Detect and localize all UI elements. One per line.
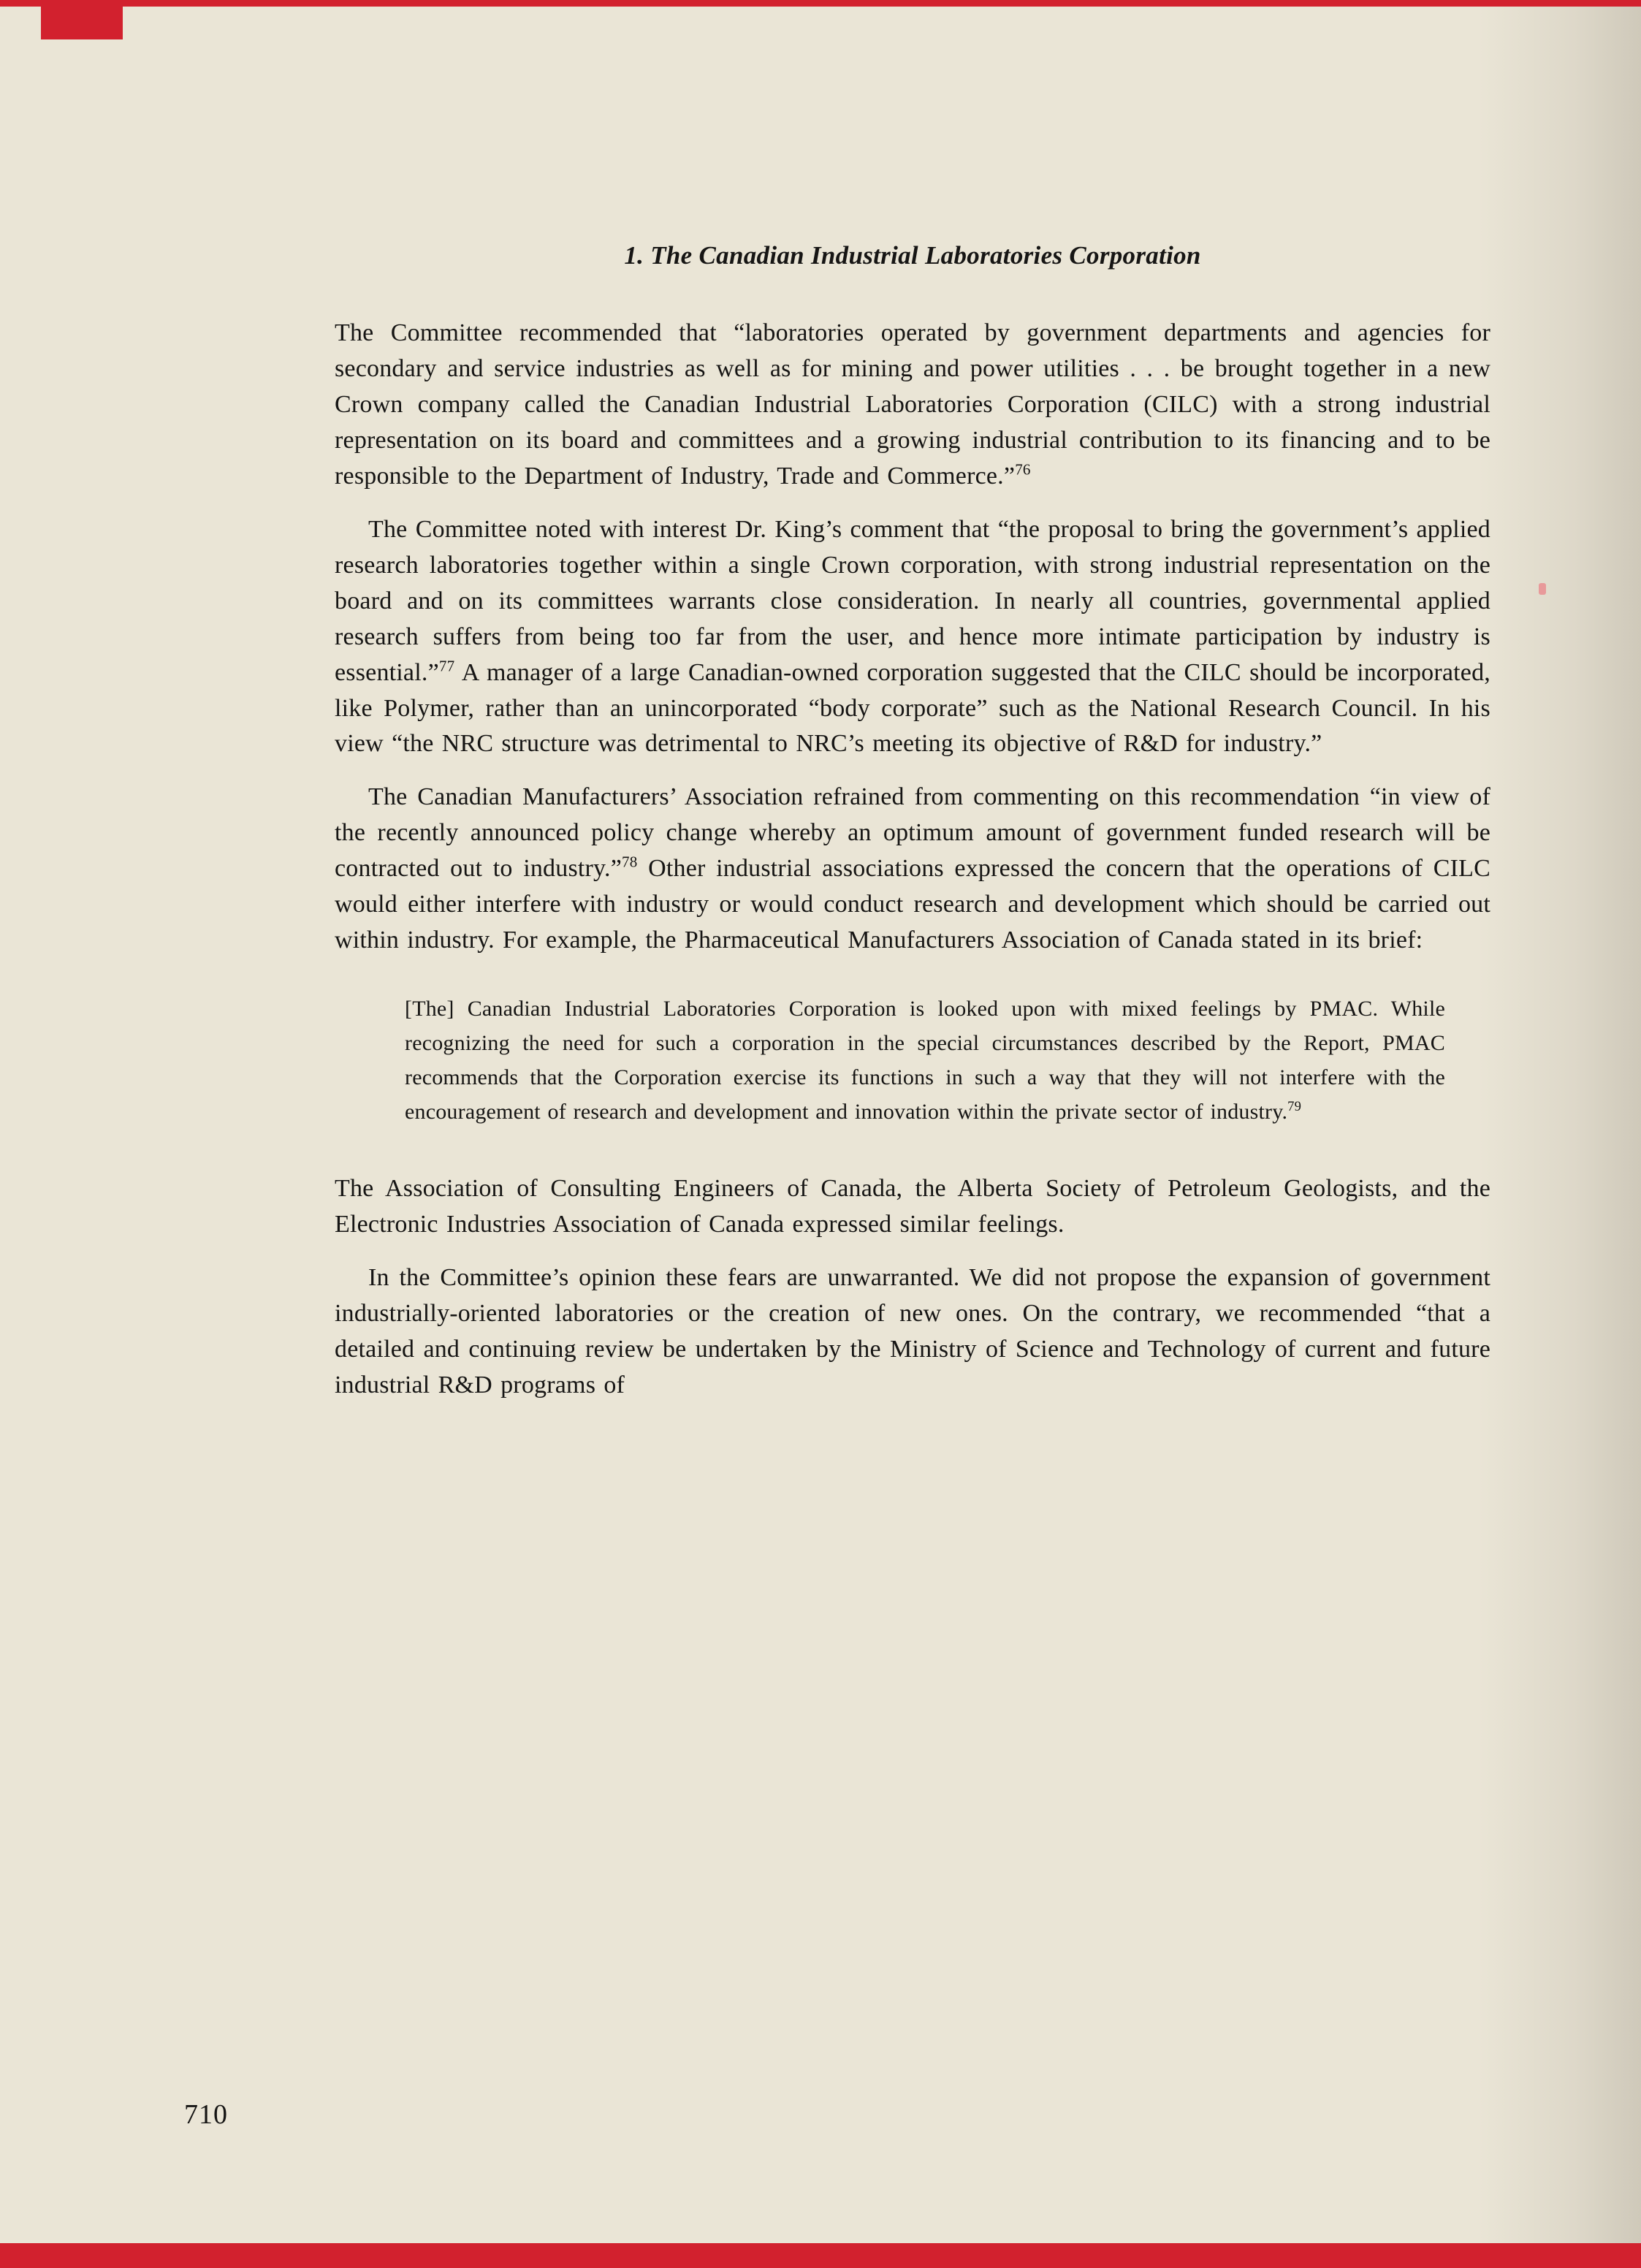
page-number: 710	[184, 2099, 228, 2130]
scan-artifact-right-speck	[1539, 583, 1546, 595]
scan-artifact-top-left-block	[41, 0, 123, 39]
paragraph: The Canadian Manufacturers’ Association refrained from commenting on this recommendation “in view of the recently announced policy change whereby an optimum amount of government funded research will be contracted out to industry.”$^{78}$ Other industrial associations expressed the concern that the operations of CILC would either interfere with industry or would conduct research and development which should be carried out within industry. For example, the Pharmaceutical Manufacturers Association of Canada stated in its brief:	[335, 783, 1490, 954]
section-heading: 1. The Canadian Industrial Laboratories Corporation	[624, 241, 1201, 270]
paragraph: The Committee noted with interest Dr. King’s comment that “the proposal to bring the government’s applied research laboratories together within a single Crown corporation, with strong industrial representation on the board and on its committees warrants close consideration. In nearly all countries, governmental applied research suffers from being too far from the user, and hence more intimate participation by industry is essential.”$^{77}$ A manager of a large Canadian-owned corporation suggested that the CILC should be incorporated, like Polymer, rather than an unincorporated “body corporate” such as the National Research Council. In his view “the NRC structure was detrimental to NRC’s meeting its objective of R&D for industry.”	[335, 515, 1490, 758]
scan-artifact-bottom-band	[0, 2243, 1641, 2268]
scan-artifact-top-line	[0, 0, 1641, 7]
block-quote: [The] Canadian Industrial Laboratories Corporation is looked upon with mixed feelings by PMAC. While recognizing the need for such a corporation in the special circumstances described by the Report, PMAC recommends that the Corporation exercise its functions in such a way that they will not interfere with the encouragement of research and development and innovation within the private sector of industry.$^{79}$	[405, 997, 1445, 1124]
paragraph: The Association of Consulting Engineers of Canada, the Alberta Society of Petroleum Geologists, and the Electronic Industries Association of Canada expressed similar feelings.	[335, 1175, 1490, 1238]
text-block	[335, 241, 1490, 1421]
paragraph: In the Committee’s opinion these fears are unwarranted. We did not propose the expansion of government industrially-oriented laboratories or the creation of new ones. On the contrary, we recommended “that a detailed and continuing review be undertaken by the Ministry of Science and Technology of current and future industrial R&D programs of	[335, 1264, 1490, 1399]
paragraph: The Committee recommended that “laboratories operated by government departments and agencies for secondary and service industries as well as for mining and power utilities . . . be brought together in a new Crown company called the Canadian Industrial Laboratories Corporation (CILC) with a strong industrial representation on its board and committees and a growing industrial contribution to its financing and to be responsible to the Department of Industry, Trade and Commerce.”$^{76}$	[335, 319, 1490, 490]
